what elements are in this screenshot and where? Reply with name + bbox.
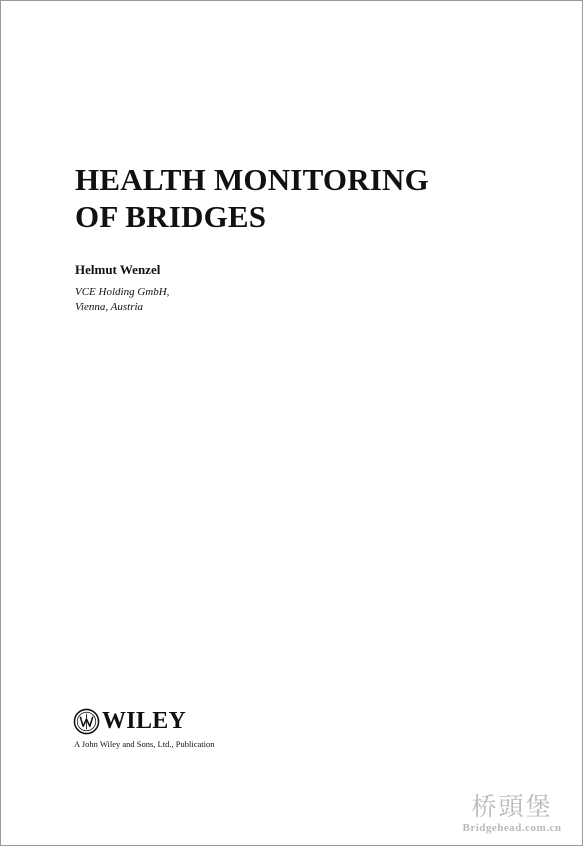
book-title — [75, 161, 429, 235]
wiley-seal-icon — [73, 708, 100, 735]
watermark-url: Bridgehead.com.cn — [462, 822, 562, 834]
wiley-logo — [73, 707, 214, 735]
watermark — [456, 792, 568, 835]
author-name: Helmut Wenzel — [75, 262, 161, 277]
book-title-line-1: HEALTH MONITORING — [75, 162, 429, 197]
affiliation-line-2: Vienna, Austria — [75, 301, 144, 313]
watermark-chinese-text: 桥頭堡 — [471, 792, 553, 821]
affiliation-line-1: VCE Holding GmbH, — [75, 286, 170, 298]
author-affiliation — [75, 285, 169, 315]
book-title-line-2: OF BRIDGES — [75, 199, 267, 234]
publisher-imprint: A John Wiley and Sons, Ltd., Publication — [74, 739, 215, 749]
wiley-wordmark: WILEY — [102, 708, 187, 734]
publisher-block — [73, 707, 214, 750]
